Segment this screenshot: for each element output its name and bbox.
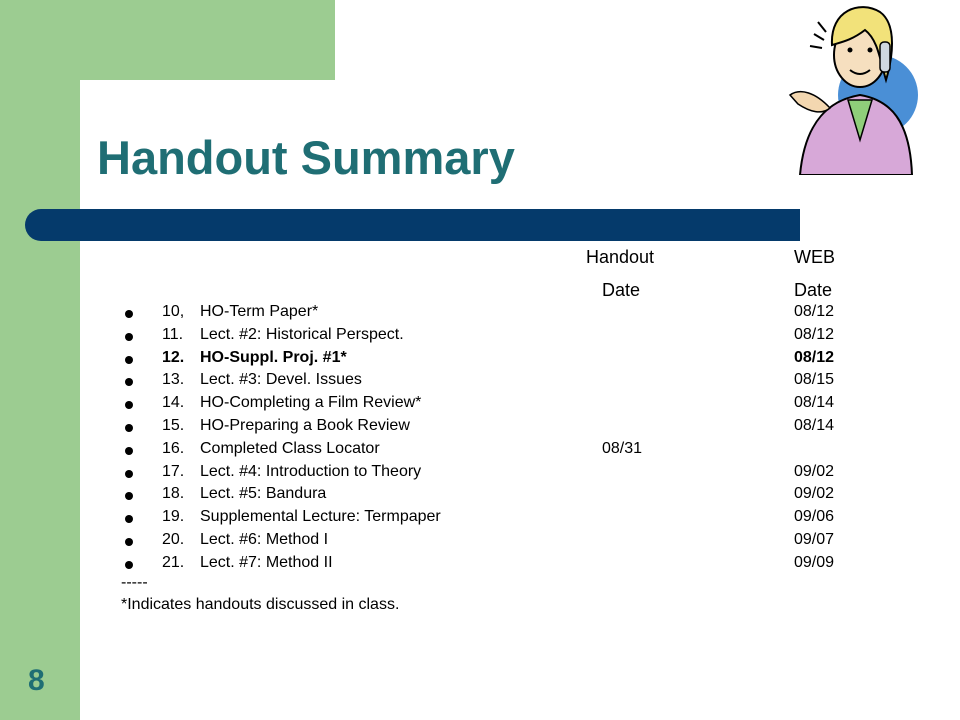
- footer-note: *Indicates handouts discussed in class.: [121, 596, 400, 613]
- list-item: [0, 463, 900, 485]
- item-number: 19.: [162, 508, 185, 526]
- item-label: Lect. #6: Method I: [200, 531, 329, 548]
- list-item: [0, 531, 900, 553]
- item-web-date: 09/02: [794, 485, 835, 503]
- handout-column-header: Handout: [586, 247, 655, 267]
- item-label: Lect. #7: Method II: [200, 553, 333, 571]
- item-label: HO-Suppl. Proj. #1*: [200, 348, 347, 366]
- bullet-icon: [125, 401, 133, 409]
- bullet-icon: [125, 333, 133, 341]
- list-item: [0, 349, 900, 371]
- item-label: HO-Completing a Film Review*: [200, 394, 422, 412]
- web-column-subheader: Date: [794, 280, 833, 300]
- list-item: [0, 554, 900, 576]
- footer-separator: -----: [121, 574, 148, 591]
- bullet-icon: [125, 538, 133, 546]
- item-label: Lect. #4: Introduction to Theory: [200, 462, 422, 480]
- bullet-icon: [125, 356, 133, 364]
- item-web-date: 08/15: [794, 371, 835, 389]
- item-number: 15.: [162, 417, 185, 434]
- bullet-icon: [125, 378, 133, 386]
- item-label: Lect. #2: Historical Perspect.: [200, 325, 404, 343]
- item-web-date: 09/09: [794, 553, 835, 571]
- list-item: [0, 394, 900, 416]
- item-web-date: 09/02: [794, 462, 835, 480]
- item-number: 20.: [162, 531, 185, 548]
- bullet-icon: [125, 561, 133, 569]
- list-item: [0, 371, 900, 393]
- item-label: HO-Term Paper*: [200, 303, 319, 320]
- web-column-header: WEB: [794, 247, 836, 267]
- list-item: [0, 508, 900, 530]
- item-number: 10,: [162, 303, 185, 320]
- list-item: [0, 485, 900, 507]
- item-number: 11.: [162, 325, 184, 343]
- item-web-date: 08/12: [794, 325, 835, 343]
- item-web-date: 09/06: [794, 508, 835, 526]
- item-web-date: 08/12: [794, 303, 835, 320]
- bullet-icon: [125, 424, 133, 432]
- title-divider-bar: [25, 209, 800, 241]
- bullet-icon: [125, 470, 133, 478]
- list-item: [0, 303, 900, 325]
- item-label: Completed Class Locator: [200, 439, 380, 457]
- item-web-date: 08/14: [794, 417, 835, 434]
- list-item: [0, 417, 900, 439]
- item-number: 14.: [162, 394, 185, 412]
- woman-on-phone-illustration: [760, 0, 930, 175]
- item-label: Supplemental Lecture: Termpaper: [200, 508, 441, 526]
- bullet-icon: [125, 515, 133, 523]
- bullet-icon: [125, 447, 133, 455]
- slide-number: 8: [28, 664, 45, 697]
- item-number: 12.: [162, 348, 185, 366]
- item-number: 13.: [162, 371, 185, 389]
- item-web-date: 09/07: [794, 531, 835, 548]
- page-title: Handout Summary: [97, 131, 515, 184]
- item-number: 21.: [162, 553, 185, 571]
- item-handout-date: 08/31: [602, 439, 643, 457]
- bullet-icon: [125, 492, 133, 500]
- item-label: Lect. #5: Bandura: [200, 485, 327, 503]
- list-item: [0, 326, 900, 348]
- item-web-date: 08/12: [794, 348, 835, 366]
- item-label: HO-Preparing a Book Review: [200, 417, 410, 434]
- item-number: 18.: [162, 485, 185, 503]
- item-number: 17.: [162, 462, 185, 480]
- handout-column-subheader: Date: [602, 280, 641, 300]
- item-web-date: 08/14: [794, 394, 835, 412]
- item-number: 16.: [162, 439, 185, 457]
- item-label: Lect. #3: Devel. Issues: [200, 371, 362, 389]
- list-item: [0, 440, 900, 462]
- bullet-icon: [125, 310, 133, 318]
